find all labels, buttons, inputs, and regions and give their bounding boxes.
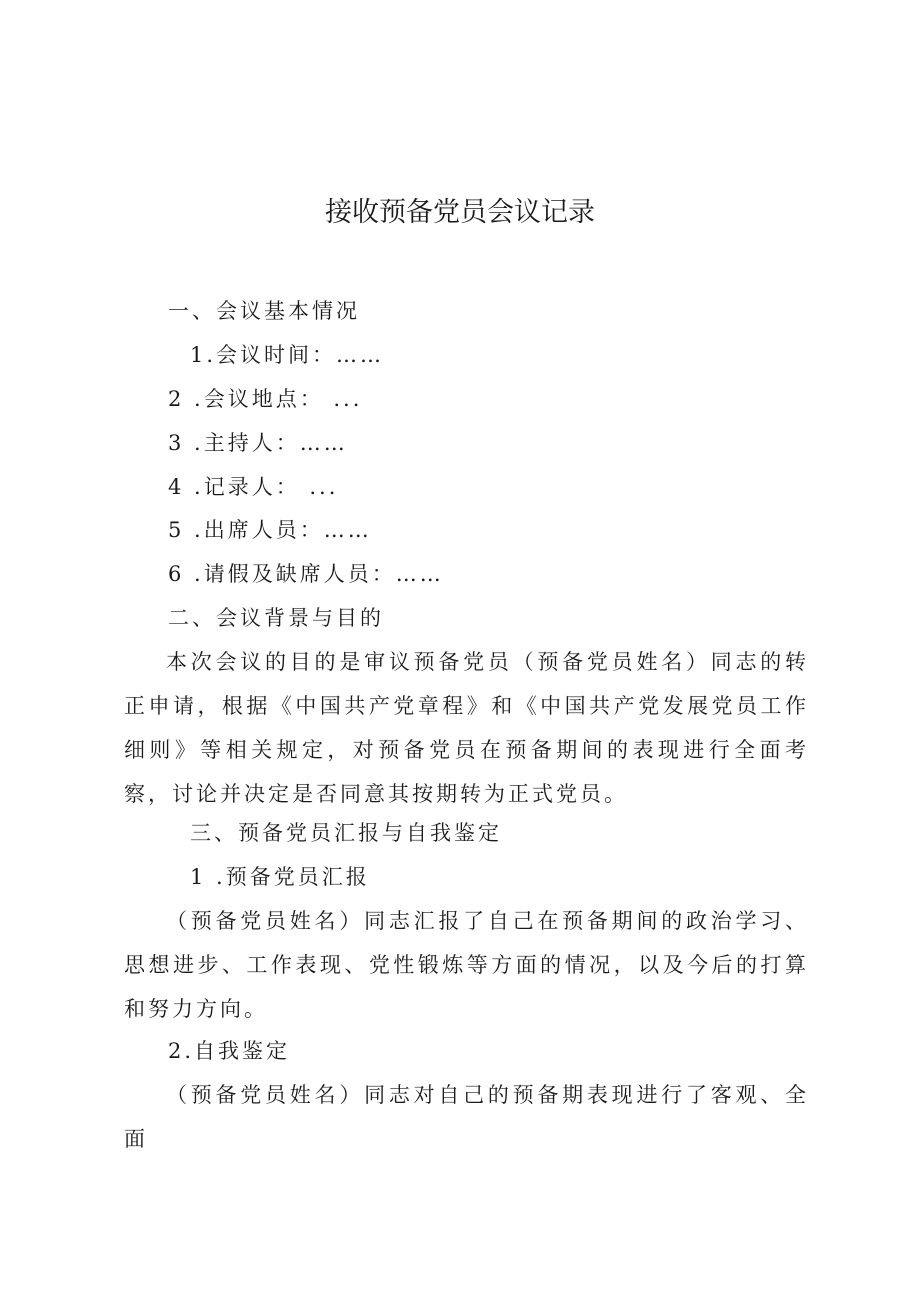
host-item: 3 .主持人：…… (168, 431, 348, 455)
section-3-heading: 三、预备党员汇报与自我鉴定 (190, 821, 502, 845)
section-2-paragraph: 本次会议的目的是审议预备党员（预备党员姓名）同志的转正申请，根据《中国共产党章程》和《中国共产党发展党员工作细则》等相关规定，对预备党员在预备期间的表现进行全面考察，讨论并决定是否同意其按期转为正式党员。 (124, 650, 809, 806)
absentees-item: 6 .请假及缺席人员：…… (168, 562, 444, 586)
section-2-heading: 二、会议背景与目的 (168, 606, 384, 630)
attendees-item: 5 .出席人员：…… (168, 518, 372, 542)
meeting-time-item: 1.会议时间：…… (190, 343, 385, 367)
section-1-heading: 一、会议基本情况 (168, 299, 360, 323)
document-title: 接收预备党员会议记录 (325, 197, 595, 228)
section-3-sub2-heading: 2.自我鉴定 (168, 1039, 291, 1063)
meeting-location-item: 2 .会议地点： ... (168, 387, 363, 411)
section-3-sub1-heading: 1 .预备党员汇报 (190, 865, 370, 889)
section-3-sub2-paragraph: （预备党员姓名）同志对自己的预备期表现进行了客观、全面 (124, 1083, 809, 1151)
section-3-sub1-paragraph: （预备党员姓名）同志汇报了自己在预备期间的政治学习、思想进步、工作表现、党性锻炼等方面的情况，以及今后的打算和努力方向。 (124, 909, 809, 1021)
recorder-item: 4 .记录人： ... (168, 475, 339, 499)
